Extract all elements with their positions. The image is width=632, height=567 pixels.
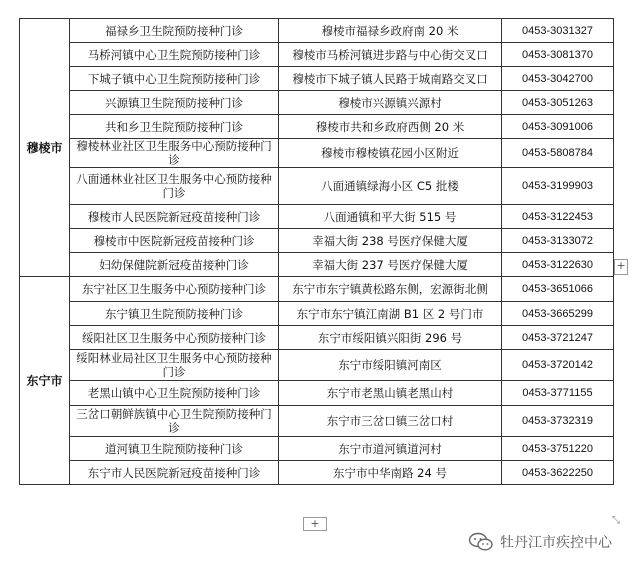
phone-cell: 0453-3051263: [502, 91, 614, 115]
phone-cell: 0453-3665299: [502, 302, 614, 326]
address-cell: 穆棱市穆棱镇花园小区附近: [279, 139, 502, 168]
table-row: [20, 229, 614, 253]
clinic-name-cell: 东宁社区卫生服务中心预防接种门诊: [70, 277, 279, 302]
clinic-name-cell: 共和乡卫生院预防接种门诊: [70, 115, 279, 139]
address-cell: 东宁市中华南路 24 号: [279, 461, 502, 485]
table-row: [20, 350, 614, 381]
phone-cell: 0453-3199903: [502, 168, 614, 205]
table-row: [20, 277, 614, 302]
phone-cell: 0453-3133072: [502, 229, 614, 253]
address-cell: 幸福大街 238 号医疗保健大厦: [279, 229, 502, 253]
table-row: [20, 19, 614, 43]
address-cell: 穆棱市下城子镇人民路于城南路交叉口: [279, 67, 502, 91]
add-column-handle[interactable]: +: [614, 259, 628, 275]
address-cell: 八面通镇绿海小区 C5 批楼: [279, 168, 502, 205]
address-cell: 幸福大街 237 号医疗保健大厦: [279, 253, 502, 277]
clinic-name-cell: 穆棱林业社区卫生服务中心预防接种门诊: [70, 139, 279, 168]
phone-cell: 0453-3651066: [502, 277, 614, 302]
phone-cell: 0453-3031327: [502, 19, 614, 43]
clinic-name-cell: 兴源镇卫生院预防接种门诊: [70, 91, 279, 115]
address-cell: 东宁市东宁镇黄松路东侧，宏源街北侧: [279, 277, 502, 302]
wechat-icon: [468, 532, 494, 552]
table-body: [20, 19, 614, 485]
table-row: [20, 461, 614, 485]
phone-cell: 0453-5808784: [502, 139, 614, 168]
table-row: [20, 205, 614, 229]
address-cell: 穆棱市福禄乡政府南 20 米: [279, 19, 502, 43]
address-cell: 东宁市老黑山镇老黑山村: [279, 381, 502, 406]
clinic-name-cell: 三岔口朝鲜族镇中心卫生院预防接种门诊: [70, 406, 279, 437]
clinic-name-cell: 老黑山镇中心卫生院预防接种门诊: [70, 381, 279, 406]
phone-cell: 0453-3721247: [502, 326, 614, 350]
table-row: [20, 168, 614, 205]
phone-cell: 0453-3081370: [502, 43, 614, 67]
watermark: [468, 532, 612, 552]
address-cell: 穆棱市兴源镇兴源村: [279, 91, 502, 115]
city-cell: 东宁市: [20, 277, 70, 485]
clinic-name-cell: 下城子镇中心卫生院预防接种门诊: [70, 67, 279, 91]
address-cell: 八面通镇和平大街 515 号: [279, 205, 502, 229]
table-row: [20, 115, 614, 139]
address-cell: 东宁市绥阳镇兴阳街 296 号: [279, 326, 502, 350]
clinic-name-cell: 绥阳林业局社区卫生服务中心预防接种门诊: [70, 350, 279, 381]
phone-cell: 0453-3751220: [502, 437, 614, 461]
table-row: [20, 381, 614, 406]
phone-cell: 0453-3042700: [502, 67, 614, 91]
table-row: [20, 437, 614, 461]
address-cell: 穆棱市马桥河镇进步路与中心街交叉口: [279, 43, 502, 67]
phone-cell: 0453-3720142: [502, 350, 614, 381]
table-row: [20, 139, 614, 168]
address-cell: 穆棱市共和乡政府西侧 20 米: [279, 115, 502, 139]
phone-cell: 0453-3122630: [502, 253, 614, 277]
table-row: [20, 326, 614, 350]
clinic-name-cell: 穆棱市人民医院新冠疫苗接种门诊: [70, 205, 279, 229]
address-cell: 东宁市绥阳镇河南区: [279, 350, 502, 381]
address-cell: 东宁市东宁镇江南湖 B1 区 2 号门市: [279, 302, 502, 326]
table-row: [20, 91, 614, 115]
watermark-text: 牡丹江市疾控中心: [500, 535, 612, 551]
address-cell: 东宁市三岔口镇三岔口村: [279, 406, 502, 437]
clinic-name-cell: 福禄乡卫生院预防接种门诊: [70, 19, 279, 43]
vaccination-clinic-table: [19, 18, 614, 485]
table-row: [20, 67, 614, 91]
table-row: [20, 253, 614, 277]
table-row: [20, 302, 614, 326]
address-cell: 东宁市道河镇道河村: [279, 437, 502, 461]
table-resize-handle[interactable]: ⤡: [612, 515, 620, 526]
clinic-name-cell: 马桥河镇中心卫生院预防接种门诊: [70, 43, 279, 67]
add-row-handle[interactable]: +: [303, 517, 327, 531]
city-cell: 穆棱市: [20, 19, 70, 277]
clinic-name-cell: 道河镇卫生院预防接种门诊: [70, 437, 279, 461]
clinic-name-cell: 东宁镇卫生院预防接种门诊: [70, 302, 279, 326]
table-row: [20, 406, 614, 437]
phone-cell: 0453-3091006: [502, 115, 614, 139]
phone-cell: 0453-3122453: [502, 205, 614, 229]
clinic-name-cell: 妇幼保健院新冠疫苗接种门诊: [70, 253, 279, 277]
phone-cell: 0453-3771155: [502, 381, 614, 406]
phone-cell: 0453-3732319: [502, 406, 614, 437]
table-row: [20, 43, 614, 67]
clinic-name-cell: 穆棱市中医院新冠疫苗接种门诊: [70, 229, 279, 253]
phone-cell: 0453-3622250: [502, 461, 614, 485]
clinic-name-cell: 绥阳社区卫生服务中心预防接种门诊: [70, 326, 279, 350]
clinic-name-cell: 东宁市人民医院新冠疫苗接种门诊: [70, 461, 279, 485]
clinic-name-cell: 八面通林业社区卫生服务中心预防接种门诊: [70, 168, 279, 205]
